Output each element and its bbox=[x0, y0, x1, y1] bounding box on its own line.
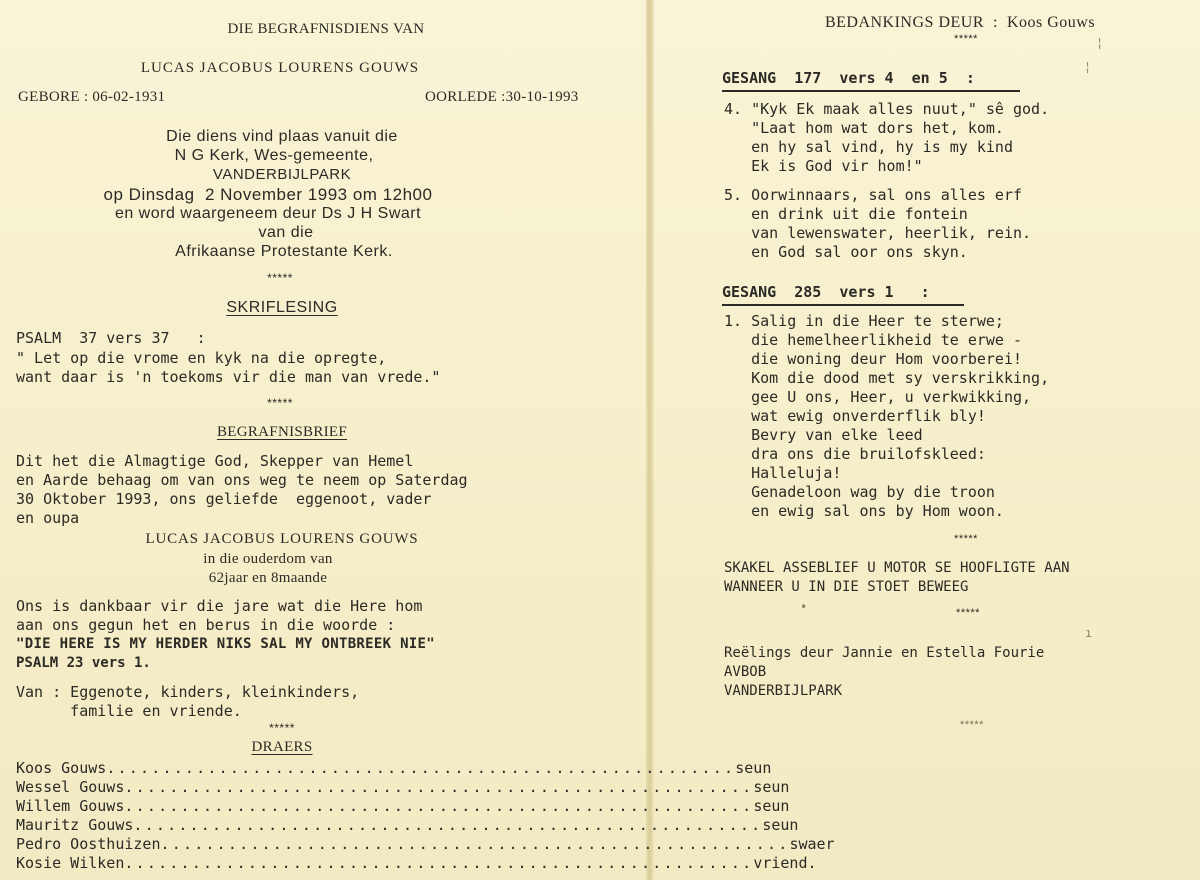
star-divider: ***** bbox=[954, 33, 978, 45]
bearer-name: Kosie Wilken bbox=[16, 854, 125, 872]
bearer-row bbox=[16, 778, 790, 797]
hymn-177-heading: GESANG 177 vers 4 en 5 : bbox=[722, 69, 975, 87]
service-line: van die bbox=[258, 224, 314, 241]
bearer-relation: swaer bbox=[789, 835, 835, 853]
star-divider: ***** bbox=[956, 607, 980, 619]
bearer-relation: vriend. bbox=[753, 854, 817, 872]
leader-dots: ........................................................ bbox=[133, 816, 763, 834]
bearer-relation: seun bbox=[735, 759, 772, 777]
service-line: op Dinsdag 2 November 1993 om 12h00 bbox=[103, 185, 433, 204]
quote-reference: PSALM 23 vers 1. bbox=[16, 655, 151, 671]
birth-date: GEBORE : 06-02-1931 bbox=[18, 89, 166, 105]
hymn-line: die woning deur Hom voorberei! bbox=[724, 350, 1023, 368]
service-line: Afrikaanse Protestante Kerk. bbox=[175, 243, 393, 260]
headlights-notice: SKAKEL ASSEBLIEF U MOTOR SE HOOFLIGTE AAN bbox=[724, 560, 1070, 576]
paper-speck: ı bbox=[1085, 626, 1093, 640]
hymn-line: en God sal oor ons skyn. bbox=[724, 243, 968, 261]
bearer-row bbox=[16, 835, 835, 854]
hymn-line: en ewig sal ons by Hom woon. bbox=[724, 502, 1004, 520]
hymn-line: Ek is God vir hom!" bbox=[724, 157, 923, 175]
letter-text: en oupa bbox=[16, 509, 80, 527]
hymn-line: gee U ons, Heer, u verkwikking, bbox=[724, 388, 1032, 406]
bearer-name: Wessel Gouws bbox=[16, 778, 125, 796]
bearer-relation: seun bbox=[753, 778, 790, 796]
deceased-name: LUCAS JACOBUS LOURENS GOUWS bbox=[145, 531, 419, 547]
service-line: Die diens vind plaas vanuit die bbox=[166, 128, 398, 145]
hymn-line: Kom die dood met sy verskrikking, bbox=[724, 369, 1050, 387]
bearer-name: Koos Gouws bbox=[16, 759, 107, 777]
hymn-line: van lewenswater, heerlik, rein. bbox=[724, 224, 1032, 242]
reading-heading: SKRIFLESING bbox=[226, 299, 338, 316]
age-line: 62jaar en 8maande bbox=[208, 570, 328, 586]
hymn-285-heading: GESANG 285 vers 1 : bbox=[722, 283, 930, 301]
leader-dots: ........................................................ bbox=[124, 778, 754, 796]
leader-dots: ........................................................ bbox=[160, 835, 790, 853]
star-divider: ***** bbox=[267, 271, 293, 285]
scripture-quote: "DIE HERE IS MY HERDER NIKS SAL MY ONTBREEK NIE" bbox=[16, 636, 435, 652]
hymn-line: wat ewig onverderflik bly! bbox=[724, 407, 986, 425]
bearer-row bbox=[16, 759, 772, 778]
bearer-name: Mauritz Gouws bbox=[16, 816, 134, 834]
star-divider: ***** bbox=[267, 396, 293, 410]
bearer-row bbox=[16, 854, 817, 873]
hymn-line: en drink uit die fontein bbox=[724, 205, 968, 223]
hymn-line: "Laat hom wat dors het, kom. bbox=[724, 119, 1004, 137]
leader-dots: ........................................................ bbox=[124, 797, 754, 815]
star-divider: ***** bbox=[954, 533, 978, 545]
arrangements-text: Reëlings deur Jannie en Estella Fourie bbox=[724, 645, 1045, 661]
service-line: en word waargeneem deur Ds J H Swart bbox=[114, 205, 422, 222]
service-line: N G Kerk, Wes-gemeente, bbox=[174, 147, 374, 164]
bearer-relation: seun bbox=[753, 797, 790, 815]
deceased-name-header: LUCAS JACOBUS LOURENS GOUWS bbox=[140, 60, 420, 76]
hymn-line: die hemelheerlikheid te erwe - bbox=[724, 331, 1023, 349]
bearer-name: Willem Gouws bbox=[16, 797, 125, 815]
service-line: VANDERBIJLPARK bbox=[212, 166, 352, 183]
hymn-line: Genadeloon wag by die troon bbox=[724, 483, 995, 501]
hymn-line: Halleluja! bbox=[724, 464, 842, 482]
service-title: DIE BEGRAFNISDIENS VAN bbox=[227, 21, 425, 37]
hymn-line: dra ons die bruilofskleed: bbox=[724, 445, 986, 463]
letter-text: Dit het die Almagtige God, Skepper van Hemel bbox=[16, 452, 414, 470]
heading-underline bbox=[722, 304, 964, 306]
letter-heading: BEGRAFNISBRIEF bbox=[216, 424, 348, 440]
bearer-row bbox=[16, 816, 799, 835]
arrangements-text: AVBOB bbox=[724, 664, 767, 680]
hymn-line: Bevry van elke leed bbox=[724, 426, 923, 444]
star-divider: ***** bbox=[269, 721, 295, 735]
thanks-text: aan ons gegun het en berus in die woorde : bbox=[16, 616, 396, 634]
thanks-text: Ons is dankbaar vir die jare wat die Here hom bbox=[16, 597, 423, 615]
thanks-line: BEDANKINGS DEUR : Koos Gouws bbox=[824, 14, 1096, 31]
bearers-heading: DRAERS bbox=[251, 739, 313, 755]
leader-dots: ........................................................ bbox=[124, 854, 754, 872]
hymn-line: 4. "Kyk Ek maak alles nuut," sê god. bbox=[724, 100, 1050, 118]
paper-speck: • bbox=[800, 600, 808, 614]
hymn-line: 5. Oorwinnaars, sal ons alles erf bbox=[724, 186, 1023, 204]
bearer-relation: seun bbox=[762, 816, 799, 834]
bearer-row bbox=[16, 797, 790, 816]
page-fold bbox=[646, 0, 654, 880]
leader-dots: ........................................................ bbox=[106, 759, 736, 777]
from-text: Van : Eggenote, kinders, kleinkinders, bbox=[16, 683, 360, 701]
paper-speck: ¦ bbox=[1084, 60, 1092, 74]
headlights-notice: WANNEER U IN DIE STOET BEWEEG bbox=[724, 579, 969, 595]
death-date: OORLEDE :30-10-1993 bbox=[425, 89, 579, 105]
psalm-reference: PSALM 37 vers 37 : bbox=[16, 329, 206, 347]
arrangements-text: VANDERBIJLPARK bbox=[724, 683, 843, 699]
psalm-text: want daar is 'n toekoms vir die man van vrede." bbox=[16, 368, 441, 386]
paper-speck: ¦ bbox=[1096, 36, 1104, 50]
age-line: in die ouderdom van bbox=[203, 551, 333, 567]
star-divider: ***** bbox=[960, 719, 984, 731]
heading-underline bbox=[722, 90, 1020, 92]
letter-text: en Aarde behaag om van ons weg te neem op Saterdag bbox=[16, 471, 468, 489]
hymn-line: en hy sal vind, hy is my kind bbox=[724, 138, 1013, 156]
psalm-text: " Let op die vrome en kyk na die opregte, bbox=[16, 349, 387, 367]
letter-text: 30 Oktober 1993, ons geliefde eggenoot, vader bbox=[16, 490, 432, 508]
bearer-name: Pedro Oosthuizen bbox=[16, 835, 161, 853]
from-text: familie en vriende. bbox=[16, 702, 242, 720]
hymn-line: 1. Salig in die Heer te sterwe; bbox=[724, 312, 1004, 330]
